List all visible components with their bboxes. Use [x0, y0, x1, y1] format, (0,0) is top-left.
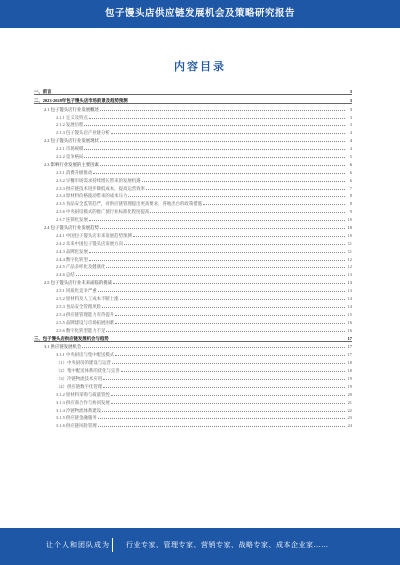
toc-entry[interactable] — [34, 86, 352, 95]
toc-entry-label: 一、前言 — [34, 88, 52, 94]
toc-entry-label: 2.1.1 定义及特点 — [56, 114, 88, 120]
toc-leader-dots — [106, 267, 345, 268]
footer-slogan: 让个人和团队成为 — [46, 541, 110, 549]
toc-leader-dots — [115, 323, 345, 324]
toc-entry-page: 21 — [347, 399, 352, 405]
toc-entry-label: 2.3.7 连锁化发展 — [56, 217, 88, 223]
toc-entry-label: （4）供应链数字化管理 — [56, 383, 103, 389]
report-header — [0, 0, 400, 28]
toc-entry[interactable] — [34, 112, 352, 120]
toc-entry-label: 2.4 包子馒头店行业发展趋势 — [44, 225, 99, 231]
toc-entry-page: 16 — [347, 319, 352, 325]
toc-entry[interactable] — [34, 95, 352, 104]
toc-leader-dots — [84, 157, 345, 158]
toc-entry-page: 18 — [347, 368, 352, 374]
toc-entry-label: 二、2023-2028年包子馒头店市场前景及趋势预测 — [34, 97, 128, 103]
toc-entry-label: 2.4.5 产品多样化及健康化 — [56, 264, 106, 270]
toc-leader-dots — [111, 133, 345, 134]
toc-leader-dots — [89, 260, 345, 261]
toc-leader-dots — [98, 291, 345, 292]
toc-entry[interactable] — [34, 317, 352, 325]
footer-banner — [0, 528, 400, 565]
toc-entry-page: 4 — [349, 138, 352, 144]
toc-entry-page: 17 — [347, 335, 352, 341]
toc-entry-page: 22 — [347, 407, 352, 413]
toc-leader-dots — [124, 244, 345, 245]
toc-entry[interactable] — [34, 167, 352, 175]
toc-leader-dots — [89, 252, 345, 253]
toc-entry-page: 10 — [347, 217, 352, 223]
toc-leader-dots — [146, 189, 345, 190]
toc-entry[interactable] — [34, 389, 352, 397]
toc-entry-page: 17 — [347, 344, 352, 350]
toc-entry-label: 2.3.2 早餐市场需求持续增长带来的发展机遇 — [56, 177, 141, 183]
toc-leader-dots — [115, 315, 345, 316]
toc-entry[interactable] — [34, 301, 352, 309]
toc-entry-label: 3.1.5 供应链金融服务 — [56, 415, 97, 421]
toc-entry-label: （2）集中配送体系的优化与完善 — [56, 368, 120, 374]
toc-entry-label: 2.2 包子馒头店行业发展现状 — [44, 138, 99, 144]
toc-entry[interactable] — [34, 246, 352, 254]
toc-entry[interactable] — [34, 238, 352, 246]
toc-entry[interactable] — [34, 397, 352, 405]
toc-leader-dots — [82, 347, 345, 348]
toc-leader-dots — [113, 283, 345, 284]
toc-leader-dots — [106, 331, 345, 332]
toc-entry-page: 3 — [349, 97, 352, 103]
toc-leader-dots — [112, 363, 345, 364]
footer-experts: 行业专家、管理专家、营销专家、战略专家、成本企业家…… — [126, 541, 329, 549]
toc-leader-dots — [120, 299, 345, 300]
toc-entry-page: 13 — [347, 280, 352, 286]
toc-entry-label: 2.4.4 数字化转型 — [56, 256, 88, 262]
toc-entry-label: 2.2.2 竞争格局 — [56, 154, 84, 160]
toc-title: 内容目录 — [174, 60, 226, 73]
toc-entry-page: 24 — [347, 423, 352, 429]
toc-entry[interactable] — [34, 405, 352, 413]
toc-entry-page: 4 — [349, 130, 352, 136]
toc-leader-dots — [103, 387, 345, 388]
toc-leader-dots — [115, 355, 345, 356]
toc-entry-label: （1）中央厨房的建设与运营 — [56, 360, 111, 366]
toc-entry[interactable] — [34, 175, 352, 183]
toc-entry[interactable] — [34, 159, 352, 167]
toc-entry-label: 2.5.2 原材料及人工成本不断上涨 — [56, 296, 119, 302]
toc-entry-label: 2.2.1 市场规模 — [56, 146, 84, 152]
toc-entry[interactable] — [34, 325, 352, 333]
toc-leader-dots — [121, 371, 345, 372]
toc-entry[interactable] — [34, 214, 352, 222]
toc-entry-label: 2.3.1 消费升级推动 — [56, 169, 93, 175]
toc-entry[interactable] — [34, 277, 352, 285]
toc-entry-label: 2.3.5 食品安全监管趋严，对供应链管理提出更高要求，各地出台的政策措施 — [56, 201, 202, 207]
toc-entry-label: 2.1 包子馒头店行业发展概述 — [44, 106, 99, 112]
report-title: 包子馒头店供应链发展机会及策略研究报告 — [104, 8, 295, 19]
toc-entry[interactable] — [34, 413, 352, 421]
toc-entry[interactable] — [34, 127, 352, 135]
toc-leader-dots — [84, 125, 345, 126]
toc-entry-page: 6 — [349, 177, 352, 183]
toc-entry[interactable] — [34, 365, 352, 373]
toc-entry[interactable] — [34, 135, 352, 143]
toc-leader-dots — [93, 173, 345, 174]
toc-entry-label: 3.1.6 供应链风险管理 — [56, 423, 97, 429]
toc-entry-page: 10 — [347, 225, 352, 231]
toc-entry[interactable] — [34, 198, 352, 206]
toc-leader-dots — [98, 418, 345, 419]
toc-entry[interactable] — [34, 206, 352, 214]
toc-leader-dots — [100, 228, 345, 229]
toc-entry-page: 14 — [347, 303, 352, 309]
toc-entry[interactable] — [34, 143, 352, 151]
toc-leader-dots — [142, 181, 345, 182]
toc-entry-label: 2.5.5 品牌建设与市场拓展困难 — [56, 319, 115, 325]
toc-entry-label: 2.3.4 原材料价格波动带来的成本压力 — [56, 193, 128, 199]
toc-entry[interactable] — [34, 183, 352, 191]
toc-entry-page: 23 — [347, 415, 352, 421]
toc-leader-dots — [84, 149, 345, 150]
toc-entry[interactable] — [34, 230, 352, 238]
toc-entry-label: 3.1.2 原材料采购与质量管控 — [56, 391, 110, 397]
toc-entry-page: 13 — [347, 272, 352, 278]
toc-leader-dots — [100, 110, 345, 111]
toc-entry[interactable] — [34, 120, 352, 128]
toc-leader-dots — [111, 403, 345, 404]
toc-entry-page: 8 — [349, 193, 352, 199]
toc-leader-dots — [102, 411, 345, 412]
toc-entry-label: 2.4.2 未来中国包子馒头店发展方向 — [56, 240, 123, 246]
toc-entry[interactable] — [34, 420, 352, 428]
toc-entry-page: 14 — [347, 296, 352, 302]
toc-entry-label: 2.5.4 供应链管理能力有待提升 — [56, 311, 115, 317]
toc-leader-dots — [98, 426, 345, 427]
toc-entry-page: 3 — [349, 122, 352, 128]
toc-entry-page: 7 — [349, 185, 352, 191]
toc-entry-page: 3 — [349, 88, 352, 94]
toc-entry-page: 6 — [349, 161, 352, 167]
toc-entry-page: 10 — [347, 232, 352, 238]
toc-entry-page: 5 — [349, 154, 352, 160]
toc-entry-page: 13 — [347, 288, 352, 294]
toc-leader-dots — [203, 204, 345, 205]
toc-entry-label: （3）冷链物流技术应用 — [56, 375, 103, 381]
toc-entry-label: 三、包子馒头店供应链发展机会与趋势 — [34, 335, 109, 341]
toc-entry-page: 19 — [347, 375, 352, 381]
toc-entry-page: 18 — [347, 360, 352, 366]
toc-entry[interactable] — [34, 333, 352, 342]
toc-entry-label: 3.1 供应链发展机会 — [44, 344, 82, 350]
toc-entry-label: 2.1.2 发展历程 — [56, 122, 84, 128]
toc-entry-label: 2.4.1 中国包子馒头店未来发展趋势预测 — [56, 232, 132, 238]
toc-entry-page: 12 — [347, 264, 352, 270]
toc-entry-page: 6 — [349, 169, 352, 175]
toc-entry[interactable] — [34, 381, 352, 389]
toc-entry-label: 3.1.1 中央厨房与集中配送模式 — [56, 352, 115, 358]
toc-leader-dots — [76, 275, 345, 276]
toc-entry-page: 15 — [347, 311, 352, 317]
toc-entry-page: 3 — [349, 106, 352, 112]
toc-entry-label: 2.5.3 食品安全管理风险 — [56, 303, 102, 309]
toc-entry-label: 2.5 包子馒头店行业未来面临的挑战 — [44, 280, 113, 286]
toc-entry-page: 11 — [347, 248, 352, 254]
toc-entry-label: 2.5.6 数字化转型能力不足 — [56, 327, 106, 333]
toc-entry[interactable] — [34, 349, 352, 357]
toc-leader-dots — [103, 379, 345, 380]
toc-leader-dots — [89, 118, 345, 119]
toc-leader-dots — [102, 307, 345, 308]
table-of-contents — [34, 86, 352, 428]
toc-entry[interactable] — [34, 104, 352, 112]
toc-entry-page: 12 — [347, 256, 352, 262]
toc-entry-label: 2.4.3 品牌化发展 — [56, 248, 88, 254]
toc-leader-dots — [89, 220, 345, 221]
toc-entry[interactable] — [34, 151, 352, 159]
toc-entry-label: 3.1.3 供应商合作与协同发展 — [56, 399, 110, 405]
toc-entry[interactable] — [34, 342, 352, 350]
toc-entry[interactable] — [34, 373, 352, 381]
toc-entry[interactable] — [34, 262, 352, 270]
toc-entry-page: 11 — [347, 240, 352, 246]
toc-leader-dots — [150, 212, 345, 213]
toc-entry-label: 2.5.1 同质化竞争严重 — [56, 288, 97, 294]
toc-entry-label: 3.1.4 冷链物流体系建设 — [56, 407, 102, 413]
toc-entry-page: 19 — [347, 383, 352, 389]
toc-entry[interactable] — [34, 191, 352, 199]
toc-entry-page: 8 — [349, 201, 352, 207]
footer-divider — [112, 538, 121, 552]
toc-entry-label: 2.1.3 包子馒头店产业链分析 — [56, 130, 110, 136]
toc-entry-page: 9 — [349, 209, 352, 215]
toc-entry-page: 17 — [347, 352, 352, 358]
toc-entry-label: 2.3.6 中央厨房模式的推广使行业标准化程度提高 — [56, 209, 150, 215]
toc-leader-dots — [100, 141, 345, 142]
toc-entry-label: 2.3.3 供应链技术进步降低成本，提高运营效率 — [56, 185, 145, 191]
toc-entry-page: 3 — [349, 114, 352, 120]
toc-entry[interactable] — [34, 285, 352, 293]
toc-leader-dots — [128, 196, 345, 197]
toc-entry[interactable] — [34, 254, 352, 262]
toc-entry-page: 20 — [347, 391, 352, 397]
toc-leader-dots — [133, 236, 345, 237]
toc-leader-dots — [100, 165, 345, 166]
toc-leader-dots — [111, 395, 345, 396]
toc-entry[interactable] — [34, 293, 352, 301]
toc-entry[interactable] — [34, 357, 352, 365]
toc-entry-page: 4 — [349, 146, 352, 152]
toc-entry-label: 2.3 影响行业发展的主要因素 — [44, 161, 99, 167]
toc-entry[interactable] — [34, 309, 352, 317]
toc-entry[interactable] — [34, 222, 352, 230]
toc-entry-page: 16 — [347, 327, 352, 333]
toc-entry[interactable] — [34, 269, 352, 277]
toc-entry-label: 2.4.6 总结 — [56, 272, 75, 278]
